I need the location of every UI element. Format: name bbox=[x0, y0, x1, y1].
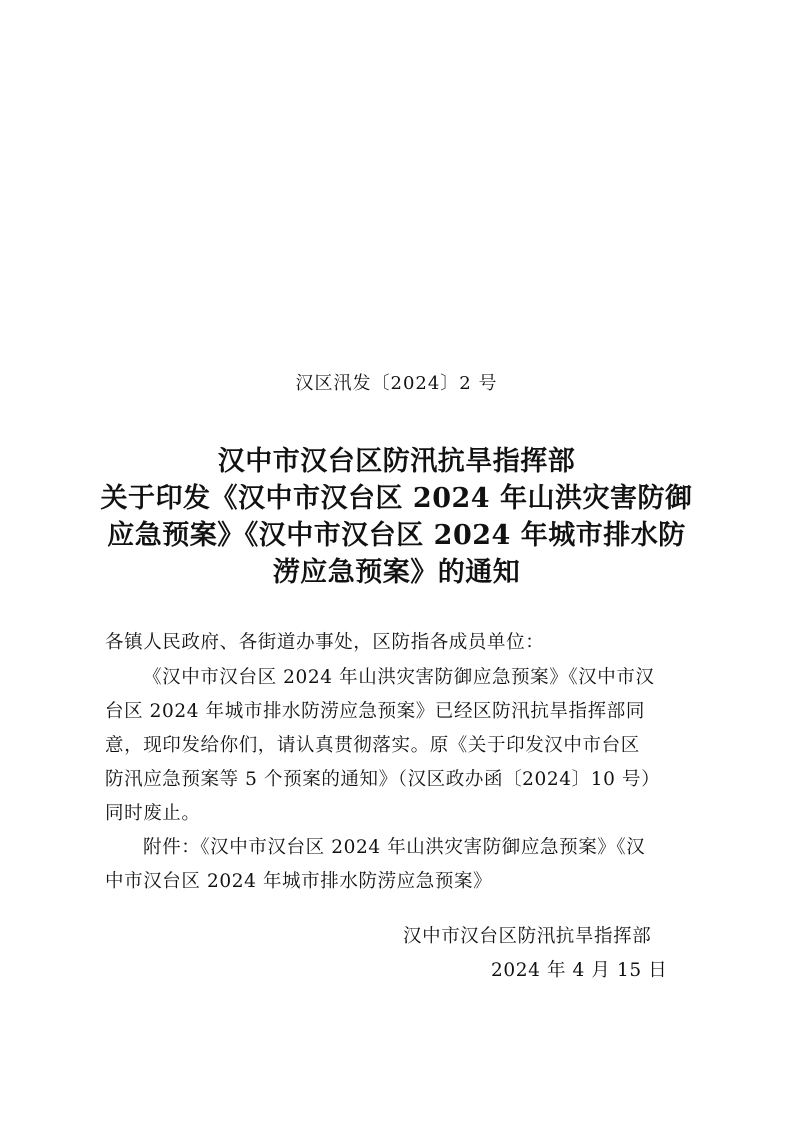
issuer-signature: 汉中市汉台区防汛抗旱指挥部 bbox=[403, 926, 652, 947]
document-number: 汉区汛发〔2024〕2 号 bbox=[295, 373, 498, 394]
body-line: 台区 2024 年城市排水防涝应急预案》已经区防汛抗旱指挥部同 bbox=[105, 701, 645, 722]
title-line: 汉中市汉台区防汛抗旱指挥部 bbox=[217, 446, 576, 477]
document-title bbox=[90, 443, 703, 591]
title-line: 涝应急预案》的通知 bbox=[272, 557, 521, 588]
title-line: 关于印发《汉中市汉台区 2024 年山洪灾害防御 bbox=[100, 483, 693, 514]
body-line: 《汉中市汉台区 2024 年山洪灾害防御应急预案》《汉中市汉 bbox=[143, 667, 655, 688]
salutation: 各镇人民政府、各街道办事处，区防指各成员单位： bbox=[105, 632, 545, 653]
body-line: 意，现印发给你们，请认真贯彻落实。原《关于印发汉中市台区 bbox=[105, 735, 640, 756]
body-line: 防汛应急预案等 5 个预案的通知》（汉区政办函〔2024〕10 号） bbox=[105, 769, 661, 790]
body-line: 同时废止。 bbox=[105, 803, 201, 824]
title-line: 应急预案》《汉中市汉台区 2024 年城市排水防 bbox=[107, 520, 686, 551]
attachment-line: 中市汉台区 2024 年城市排水防涝应急预案》 bbox=[105, 871, 493, 892]
attachment-line: 附件：《汉中市汉台区 2024 年山洪灾害防御应急预案》《汉 bbox=[143, 837, 646, 858]
issue-date: 2024 年 4 月 15 日 bbox=[491, 960, 668, 981]
